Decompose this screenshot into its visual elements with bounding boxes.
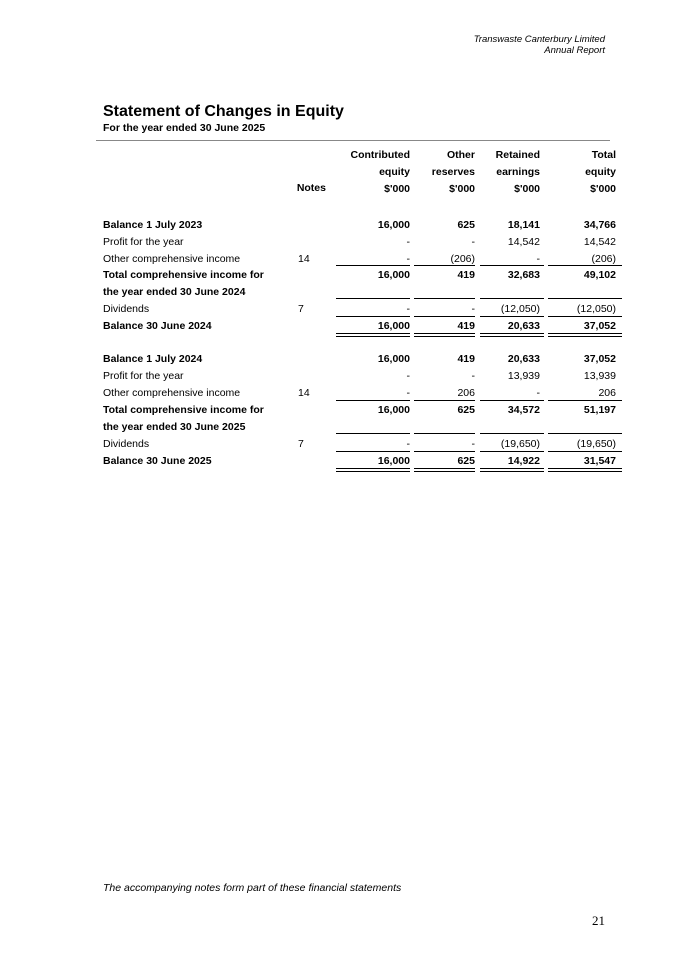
report-name: Annual Report — [544, 45, 605, 56]
table-cell: 16,000 — [377, 219, 410, 231]
table-cell: 20,633 — [507, 353, 540, 365]
table-cell: - — [471, 303, 475, 315]
table-cell: 37,052 — [583, 320, 616, 332]
table-cell: (12,050) — [576, 303, 616, 315]
row-note: 14 — [298, 387, 310, 399]
table-cell: 13,939 — [507, 370, 540, 382]
column-header-contributed-equity — [340, 147, 410, 198]
table-cell: 34,572 — [507, 404, 540, 416]
page-title: Statement of Changes in Equity — [103, 103, 344, 120]
table-cell: - — [406, 253, 410, 265]
subtotal-rule — [414, 451, 475, 452]
row-label: Balance 30 June 2025 — [103, 455, 212, 467]
column-header-line: $'000 — [384, 183, 410, 195]
column-header-line: Contributed — [350, 149, 410, 161]
table-cell: (206) — [450, 253, 475, 265]
row-label: the year ended 30 June 2024 — [103, 286, 246, 298]
subtotal-rule — [336, 451, 410, 452]
table-cell: 419 — [457, 320, 475, 332]
page-number: 21 — [592, 913, 605, 928]
table-cell: - — [536, 387, 540, 399]
row-label: Dividends — [103, 303, 150, 315]
row-label: Other comprehensive income — [103, 387, 241, 399]
subtotal-rule — [414, 265, 475, 266]
table-cell: 18,141 — [507, 219, 540, 231]
column-header-other-reserves — [415, 147, 475, 198]
table-cell: 625 — [457, 455, 475, 467]
column-header-line: earnings — [496, 166, 540, 178]
table-cell: (206) — [591, 253, 616, 265]
row-label: Other comprehensive income — [103, 253, 241, 265]
subtotal-rule — [414, 316, 475, 317]
table-row — [0, 351, 675, 368]
table-cell: 625 — [457, 404, 475, 416]
subtotal-rule — [414, 298, 475, 299]
table-cell: - — [536, 253, 540, 265]
table-cell: 206 — [457, 387, 475, 399]
table-cell: 49,102 — [583, 269, 616, 281]
row-label: Total comprehensive income for — [103, 269, 264, 281]
subtotal-rule — [548, 316, 622, 317]
table-cell: - — [471, 370, 475, 382]
table-cell: 14,542 — [507, 236, 540, 248]
table-cell: 419 — [457, 269, 475, 281]
subtotal-rule — [480, 265, 544, 266]
row-note: 7 — [298, 438, 304, 450]
subtotal-rule — [548, 433, 622, 434]
table-cell: 51,197 — [583, 404, 616, 416]
column-header-line: Retained — [495, 149, 540, 161]
table-cell: 13,939 — [583, 370, 616, 382]
table-cell: - — [406, 370, 410, 382]
title-divider — [96, 140, 610, 141]
subtotal-rule — [336, 298, 410, 299]
report-header — [474, 34, 605, 56]
table-cell: 206 — [598, 387, 616, 399]
table-cell: 16,000 — [377, 269, 410, 281]
column-header-line: $'000 — [590, 183, 616, 195]
table-cell: - — [406, 236, 410, 248]
subtotal-rule — [480, 433, 544, 434]
table-cell: - — [406, 387, 410, 399]
table-cell: 37,052 — [583, 353, 616, 365]
row-label: Profit for the year — [103, 236, 184, 248]
table-cell: - — [406, 303, 410, 315]
table-cell: 34,766 — [583, 219, 616, 231]
subtotal-rule — [336, 400, 410, 401]
row-label: Profit for the year — [103, 370, 184, 382]
table-cell: (19,650) — [500, 438, 540, 450]
subtotal-rule — [548, 400, 622, 401]
total-double-rule — [548, 333, 622, 337]
column-header-line: reserves — [431, 166, 475, 178]
total-double-rule — [480, 468, 544, 472]
table-cell: 625 — [457, 219, 475, 231]
page-subtitle: For the year ended 30 June 2025 — [103, 122, 266, 134]
total-double-rule — [336, 333, 410, 337]
row-label: the year ended 30 June 2025 — [103, 421, 246, 433]
table-cell: 20,633 — [507, 320, 540, 332]
subtotal-rule — [336, 433, 410, 434]
subtotal-rule — [336, 316, 410, 317]
table-cell: 16,000 — [377, 404, 410, 416]
table-cell: (12,050) — [500, 303, 540, 315]
subtotal-rule — [548, 265, 622, 266]
table-cell: (19,650) — [576, 438, 616, 450]
subtotal-rule — [480, 400, 544, 401]
table-cell: 16,000 — [377, 320, 410, 332]
subtotal-rule — [414, 433, 475, 434]
total-double-rule — [336, 468, 410, 472]
table-cell: 32,683 — [507, 269, 540, 281]
subtotal-rule — [414, 400, 475, 401]
row-label: Total comprehensive income for — [103, 404, 264, 416]
column-header-line: $'000 — [514, 183, 540, 195]
table-cell: 419 — [457, 353, 475, 365]
table-cell: - — [406, 438, 410, 450]
total-double-rule — [480, 333, 544, 337]
table-row — [0, 234, 675, 251]
subtotal-rule — [548, 298, 622, 299]
column-header-notes: Notes — [296, 182, 326, 194]
table-row — [0, 368, 675, 385]
subtotal-rule — [480, 298, 544, 299]
footer-note: The accompanying notes form part of these financial statements — [103, 882, 402, 894]
column-header-line: equity — [379, 166, 410, 178]
total-double-rule — [414, 333, 475, 337]
subtotal-rule — [480, 451, 544, 452]
table-cell: - — [471, 438, 475, 450]
column-header-total-equity — [550, 147, 616, 198]
table-cell: - — [471, 236, 475, 248]
column-header-retained-earnings — [480, 147, 540, 198]
table-row — [0, 267, 675, 284]
table-row — [0, 217, 675, 234]
row-label: Balance 1 July 2023 — [103, 219, 203, 231]
table-cell: 31,547 — [583, 455, 616, 467]
row-note: 7 — [298, 303, 304, 315]
table-cell: 14,922 — [507, 455, 540, 467]
subtotal-rule — [336, 265, 410, 266]
row-note: 14 — [298, 253, 310, 265]
total-double-rule — [414, 468, 475, 472]
row-label: Dividends — [103, 438, 150, 450]
table-cell: 16,000 — [377, 455, 410, 467]
table-cell: 14,542 — [583, 236, 616, 248]
column-header-line: Total — [591, 149, 616, 161]
column-header-line: Other — [446, 149, 475, 161]
table-row — [0, 402, 675, 419]
total-double-rule — [548, 468, 622, 472]
row-label: Balance 1 July 2024 — [103, 353, 203, 365]
column-header-line: $'000 — [449, 183, 475, 195]
subtotal-rule — [548, 451, 622, 452]
column-header-line: equity — [585, 166, 616, 178]
company-name: Transwaste Canterbury Limited — [473, 34, 605, 45]
subtotal-rule — [480, 316, 544, 317]
row-label: Balance 30 June 2024 — [103, 320, 212, 332]
table-cell: 16,000 — [377, 353, 410, 365]
